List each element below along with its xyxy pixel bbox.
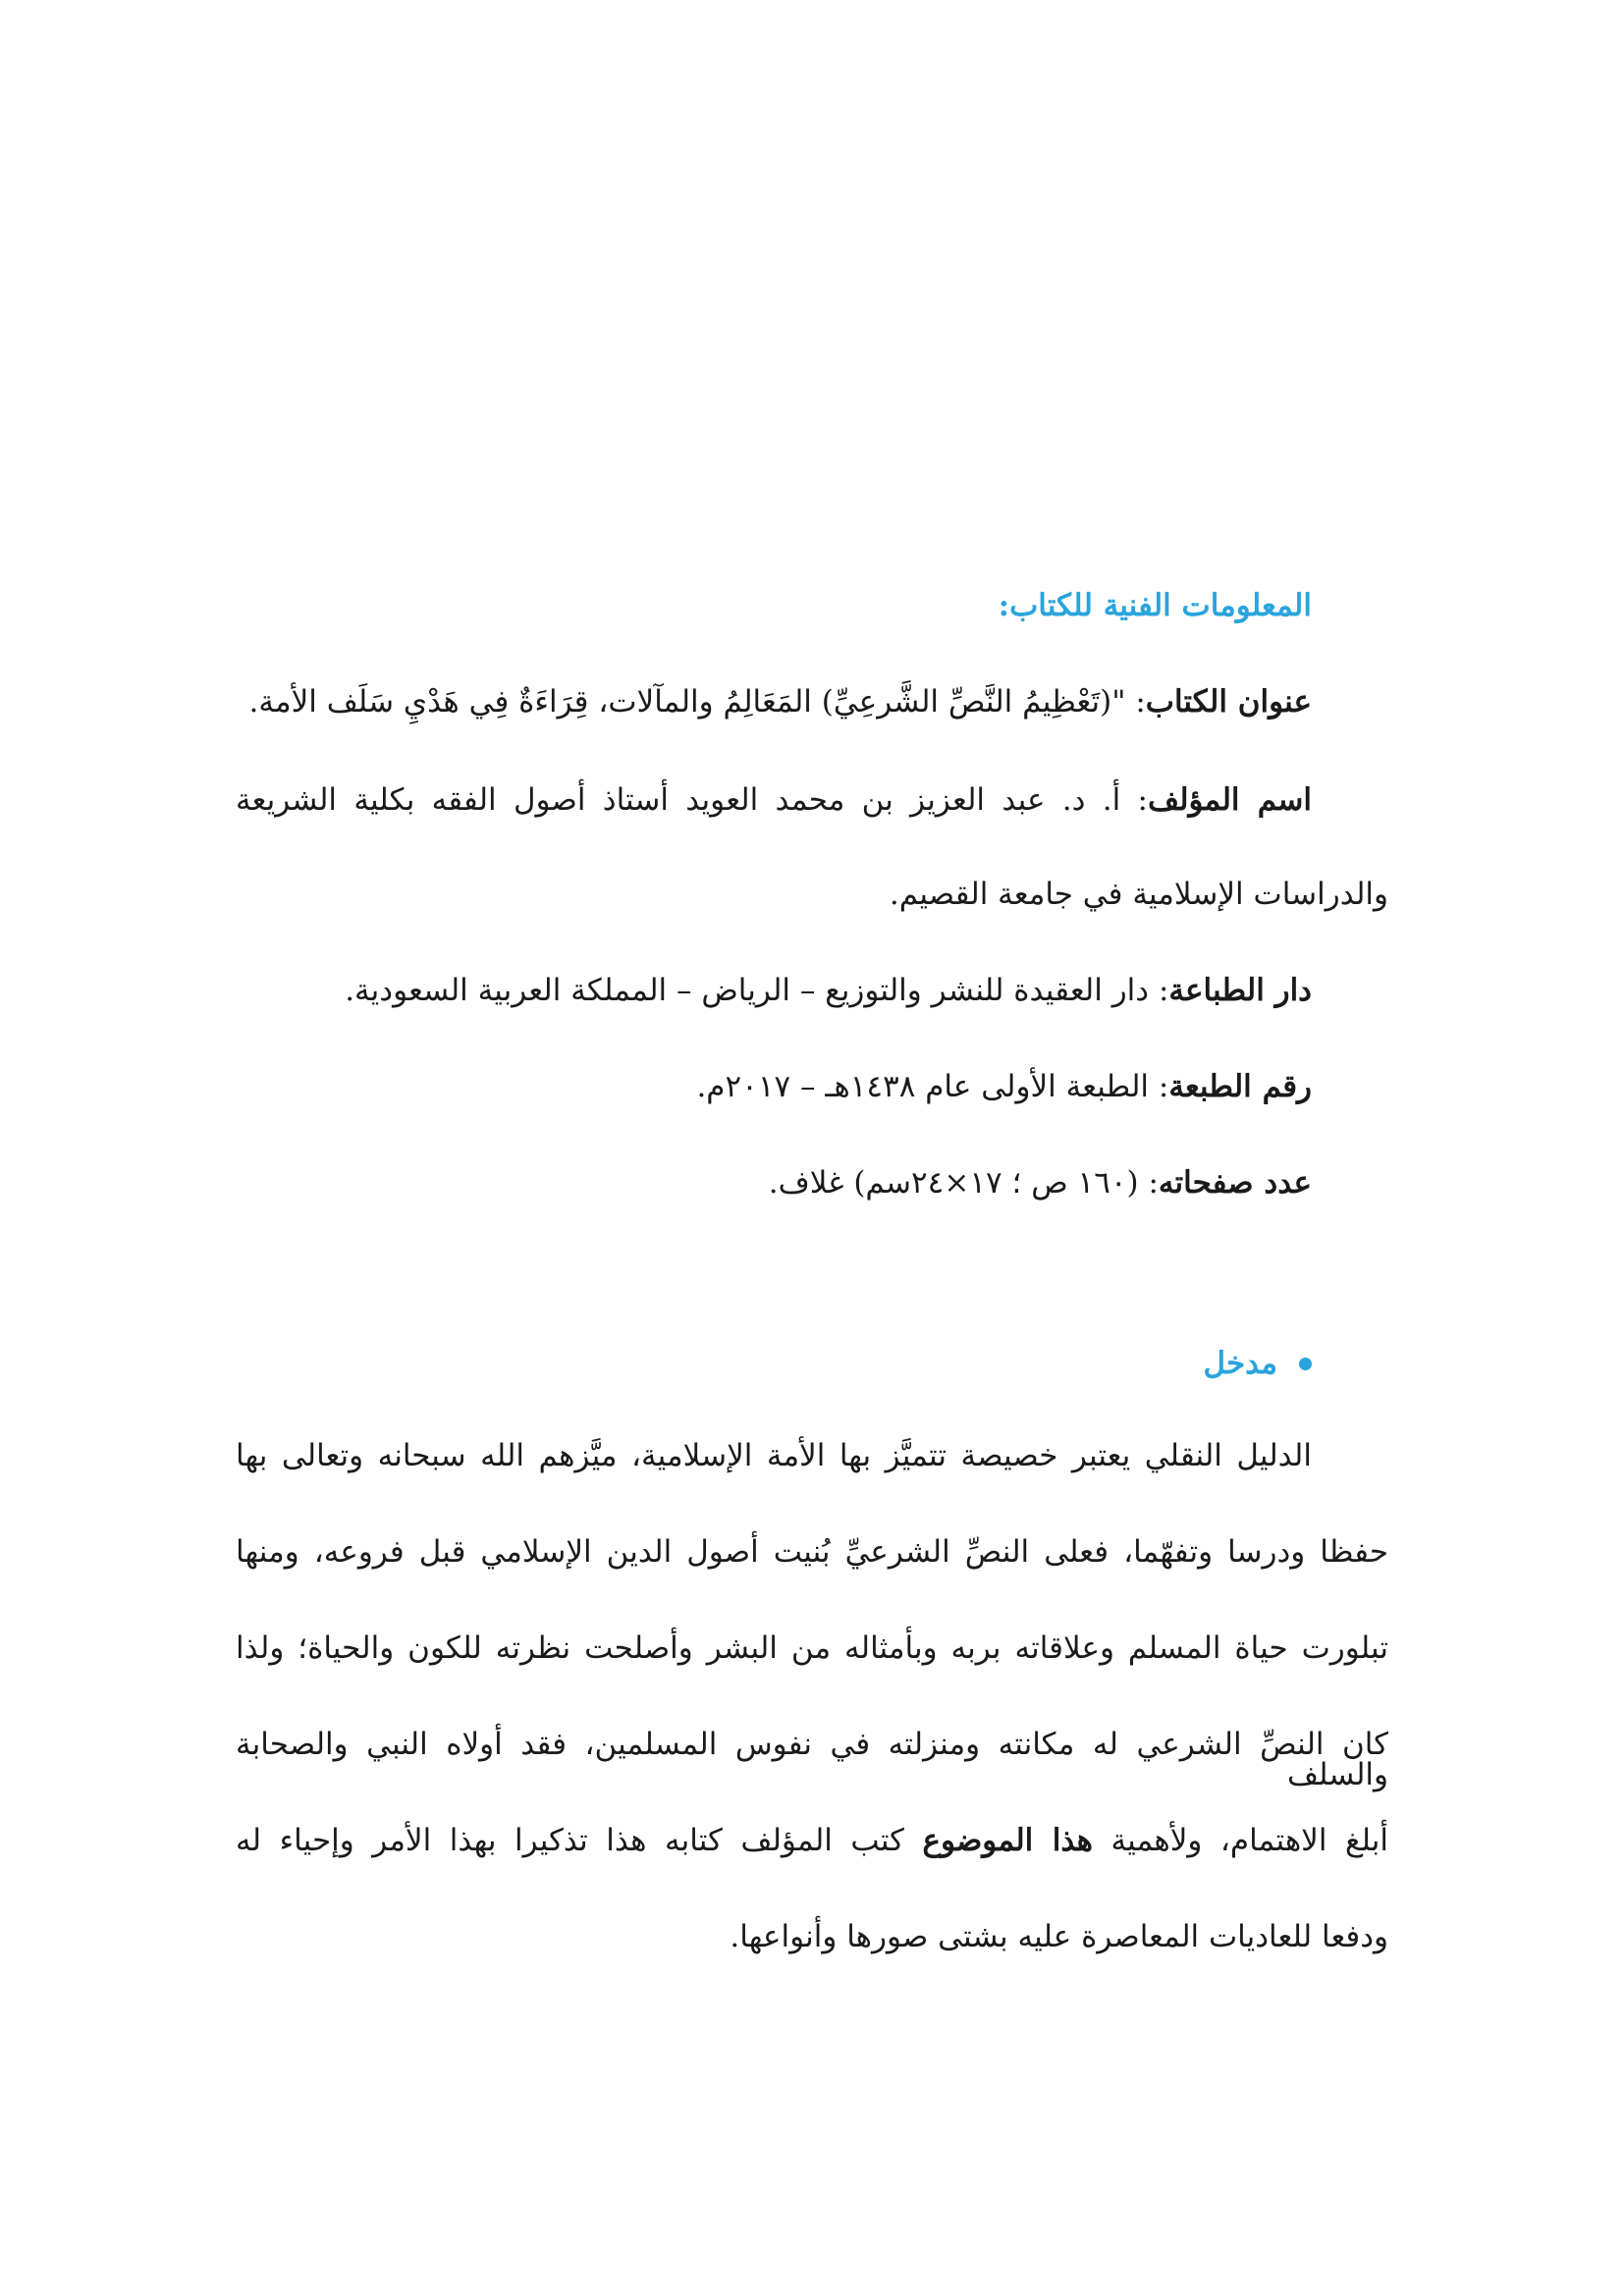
author-value-line2: والدراسات الإسلامية في جامعة القصيم. xyxy=(889,877,1388,912)
author-label: اسم المؤلف xyxy=(1148,782,1313,818)
label-colon: : xyxy=(1149,1069,1169,1104)
page-count-value: (١٦٠ ص ؛ ١٧×٢٤سم) غلاف. xyxy=(768,1165,1139,1201)
technical-info-heading xyxy=(998,588,1312,623)
page-count-line xyxy=(236,1165,1312,1201)
book-title-label: عنوان الكتاب xyxy=(1145,684,1312,720)
intro-paragraph-line-2: حفظا ودرسا وتفهّما، فعلى النصِّ الشرعيِّ بُنيت أصول الدين الإسلامي قبل فروعه، ومنها xyxy=(236,1534,1388,1570)
intro-heading xyxy=(1203,1346,1312,1381)
intro-paragraph-line-4: كان النصِّ الشرعي له مكانته ومنزلته في نفوس المسلمين، فقد أولاه النبي والصحابة والسلف xyxy=(236,1727,1388,1792)
intro-paragraph-line-5 xyxy=(236,1823,1388,1858)
author-continuation-line xyxy=(889,877,1388,912)
edition-value: الطبعة الأولى عام ١٤٣٨هـ – ٢٠١٧م. xyxy=(696,1069,1150,1104)
label-colon: : xyxy=(1149,973,1169,1008)
label-colon: : xyxy=(1125,684,1146,720)
book-title-line xyxy=(236,684,1312,720)
technical-info-heading-text: المعلومات الفنية للكتاب: xyxy=(998,588,1312,623)
author-line xyxy=(236,782,1313,818)
author-value-line1: أ. د. عبد العزيز بن محمد العويد أستاذ أصول الفقه بكلية الشريعة xyxy=(236,782,1121,818)
intro-paragraph-line-3: تبلورت حياة المسلم وعلاقاته بربه وبأمثاله من البشر وأصلحت نظرته للكون والحياة؛ ولذا xyxy=(236,1630,1388,1666)
label-colon: : xyxy=(1138,1165,1159,1201)
page-count-label: عدد صفحاته xyxy=(1158,1165,1312,1201)
intro-paragraph-line-6: ودفعا للعاديات المعاصرة عليه بشتى صورها وأنواعها. xyxy=(730,1919,1388,1954)
publisher-line xyxy=(236,973,1312,1008)
publisher-label: دار الطباعة xyxy=(1168,973,1312,1008)
intro-line5-bold: هذا الموضوع xyxy=(922,1823,1093,1858)
intro-line5-after: كتب المؤلف كتابه هذا تذكيرا بهذا الأمر وإحياء له xyxy=(236,1823,904,1858)
intro-line5-before: أبلغ الاهتمام، ولأهمية xyxy=(1110,1823,1388,1858)
intro-heading-text: مدخل xyxy=(1203,1346,1277,1381)
bullet-dot-icon xyxy=(1299,1358,1312,1370)
label-colon: : xyxy=(1120,782,1148,818)
publisher-value: دار العقيدة للنشر والتوزيع – الرياض – المملكة العربية السعودية. xyxy=(345,973,1150,1008)
edition-line xyxy=(236,1069,1312,1104)
book-title-value: "(تَعْظِيمُ النَّصِّ الشَّرعِيِّ) المَعَالِمُ والمآلات، قِرَاءَةٌ فِي هَدْيِ سَلَف الأمة. xyxy=(248,684,1126,720)
edition-label: رقم الطبعة xyxy=(1168,1069,1312,1104)
intro-paragraph-line-1: الدليل النقلي يعتبر خصيصة تتميَّز بها الأمة الإسلامية، ميَّزهم الله سبحانه وتعالى بها xyxy=(236,1438,1312,1473)
